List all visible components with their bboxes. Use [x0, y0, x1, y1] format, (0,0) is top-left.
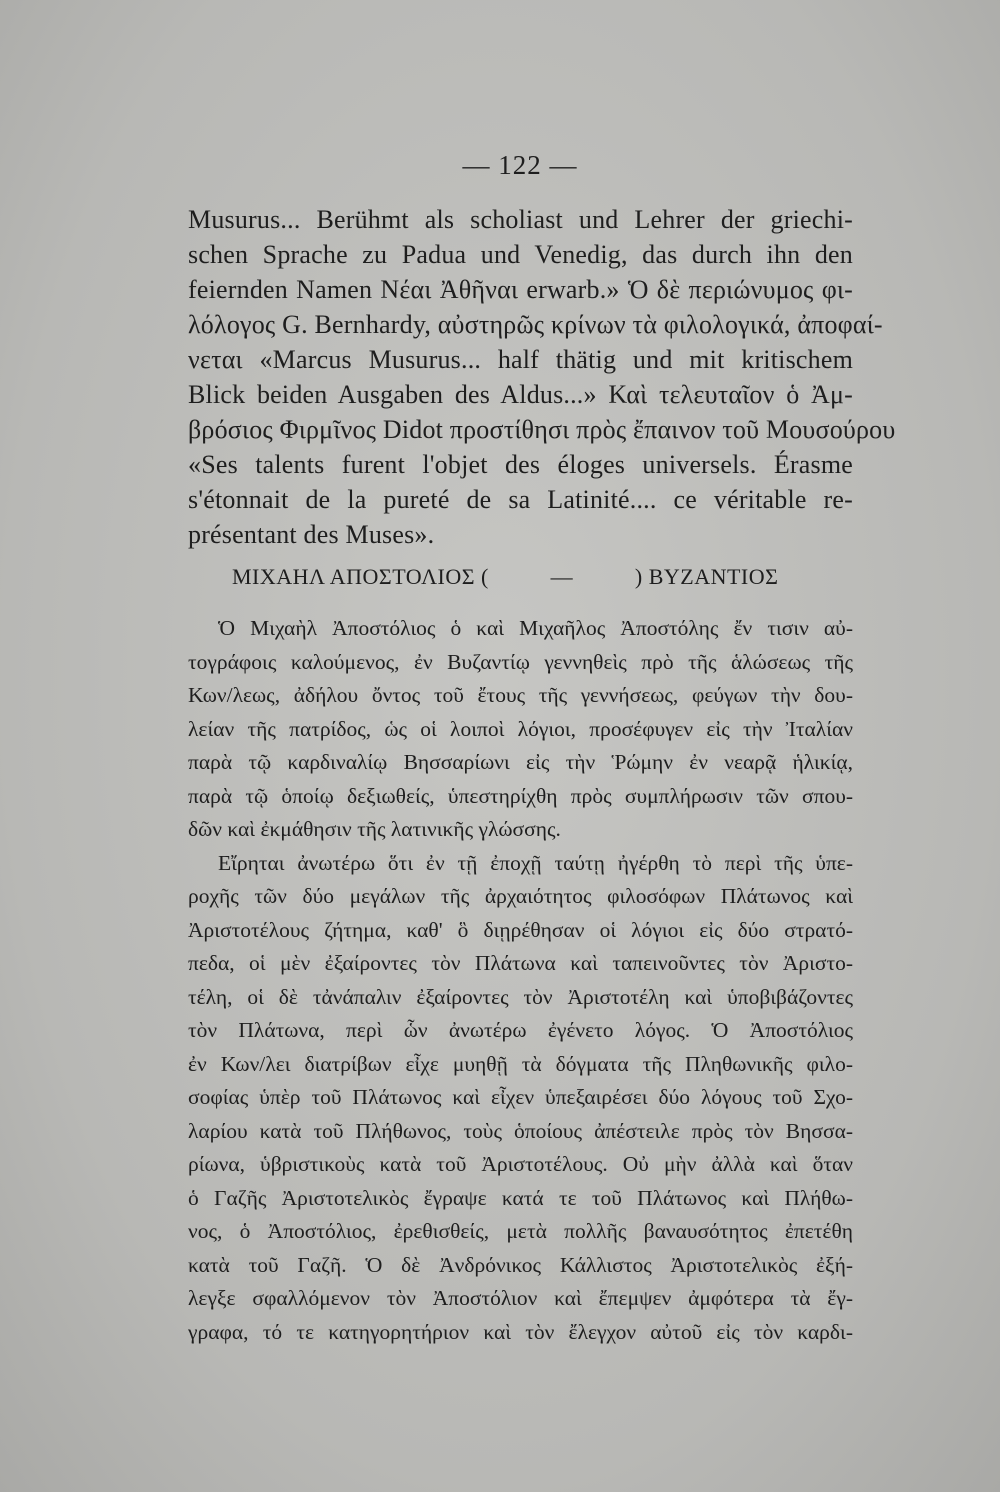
line: présentant des Muses». [188, 520, 435, 549]
heading-dash: — [550, 564, 574, 589]
body-text [188, 612, 853, 1349]
section-heading [232, 564, 812, 590]
line: τέλη, οἱ δὲ τἀνάπαλιν ἐξαίροντες τὸν Ἀριστοτέλη καὶ ὑποβιβάζοντες [188, 984, 853, 1009]
line: λεγξε σφαλλόμενον τὸν Ἀποστόλιον καὶ ἔπεμψεν ἀμφότερα τὰ ἔγ- [188, 1286, 853, 1310]
heading-origin: ) ΒΥΖΑΝΤΙΟΣ [634, 564, 779, 589]
intro-paragraph [188, 202, 896, 552]
line: Blick beiden Ausgaben des Aldus...» Καὶ τελευταῖον ὁ Ἀμ- [188, 380, 853, 409]
line: νος, ὁ Ἀποστόλιος, ἐρεθισθείς, μετὰ πολλῆς βαναυσότητος ἐπετέθη [188, 1219, 853, 1243]
line: δῶν καὶ ἐκμάθησιν τῆς λατινικῆς γλώσσης. [188, 817, 561, 841]
line: τὸν Πλάτωνα, περὶ ὧν ἀνωτέρω ἐγένετο λόγος. Ὁ Ἀποστόλιος [188, 1018, 853, 1042]
line: s'étonnait de la pureté de sa Latinité.... ce véritable re- [188, 485, 853, 514]
line: παρὰ τῷ ὁποίῳ δεξιωθείς, ὑπεστηρίχθη πρὸς συμπλήρωσιν τῶν σπου- [188, 783, 853, 808]
line: πεδα, οἱ μὲν ἐξαίροντες τὸν Πλάτωνα καὶ ταπεινοῦντες τὸν Ἀριστο- [188, 951, 853, 975]
line: κατὰ τοῦ Γαζῆ. Ὁ δὲ Ἀνδρόνικος Κάλλιστος Ἀριστοτελικὸς ἐξή- [188, 1252, 853, 1277]
line: feiernden Namen Νέαι Ἀθῆναι erwarb.» Ὁ δὲ περιώνυμος φι- [188, 275, 853, 304]
line: Εἴρηται ἀνωτέρω ὅτι ἐν τῇ ἐποχῇ ταύτῃ ἠγέρθη τὸ περὶ τῆς ὑπε- [218, 850, 853, 875]
line: βρόσιος Φιρμῖνος Didot προστίθησι πρὸς ἔπαινον τοῦ Μουσούρου [188, 415, 896, 444]
line: Musurus... Berühmt als scholiast und Lehrer der griechi- [188, 205, 853, 234]
heading-name: ΜΙΧΑΗΛ ΑΠΟΣΤΟΛΙΟΣ ( [232, 564, 489, 589]
line: λαρίου κατὰ τοῦ Πλήθωνος, τοὺς ὁποίους ἀπέστειλε πρὸς τὸν Βησσα- [188, 1118, 853, 1143]
line: Κων/λεως, ἀδήλου ὄντος τοῦ ἔτους τῆς γεννήσεως, φεύγων τὴν δου- [188, 683, 853, 707]
line: Ὁ Μιχαὴλ Ἀποστόλιος ὁ καὶ Μιχαῆλος Ἀποστόλης ἔν τισιν αὐ- [218, 616, 853, 640]
page-number: — 122 — [462, 150, 578, 180]
line: λείαν τῆς πατρίδος, ὡς οἱ λοιποὶ λόγιοι, προσέφυγεν εἰς τὴν Ἰταλίαν [188, 716, 853, 741]
line: «Ses talents furent l'objet des éloges universels. Érasme [188, 450, 853, 479]
line: παρὰ τῷ καρδιναλίῳ Βησσαρίωνι εἰς τὴν Ῥώμην ἐν νεαρᾷ ἡλικίᾳ, [188, 750, 853, 774]
line: schen Sprache zu Padua und Venedig, das durch ihn den [188, 240, 853, 269]
line: ρίωνα, ὑβριστικοὺς κατὰ τοῦ Ἀριστοτέλους. Οὐ μὴν ἀλλὰ καὶ ὅταν [188, 1152, 853, 1176]
line: ροχῆς τῶν δύο μεγάλων τῆς ἀρχαιότητος φιλοσόφων Πλάτωνος καὶ [188, 884, 853, 908]
line: λόλογος G. Bernhardy, αὐστηρῶς κρίνων τὰ φιλολογικά, ἀποφαί- [188, 310, 883, 339]
line: ὁ Γαζῆς Ἀριστοτελικὸς ἔγραψε κατά τε τοῦ Πλάτωνος καὶ Πλήθω- [188, 1185, 853, 1210]
line: γραφα, τό τε κατηγορητήριον καὶ τὸν ἔλεγχον αὐτοῦ εἰς τὸν καρδι- [188, 1319, 853, 1344]
line: νεται «Marcus Musurus... half thätig und mit kritischem [188, 345, 853, 374]
line: ἐν Κων/λει διατρίβων εἶχε μυηθῇ τὰ δόγματα τῆς Πληθωνικῆς φιλο- [188, 1051, 853, 1076]
line: σοφίας ὑπὲρ τοῦ Πλάτωνος καὶ εἶχεν ὑπεξαιρέσει δύο λόγους τοῦ Σχο- [188, 1085, 853, 1109]
line: Ἀριστοτέλους ζήτημα, καθ' ὃ διῃρέθησαν οἱ λόγιοι εἰς δύο στρατό- [188, 917, 853, 942]
line: τογράφοις καλούμενος, ἐν Βυζαντίῳ γεννηθεὶς πρὸ τῆς ἁλώσεως τῆς [188, 649, 853, 674]
